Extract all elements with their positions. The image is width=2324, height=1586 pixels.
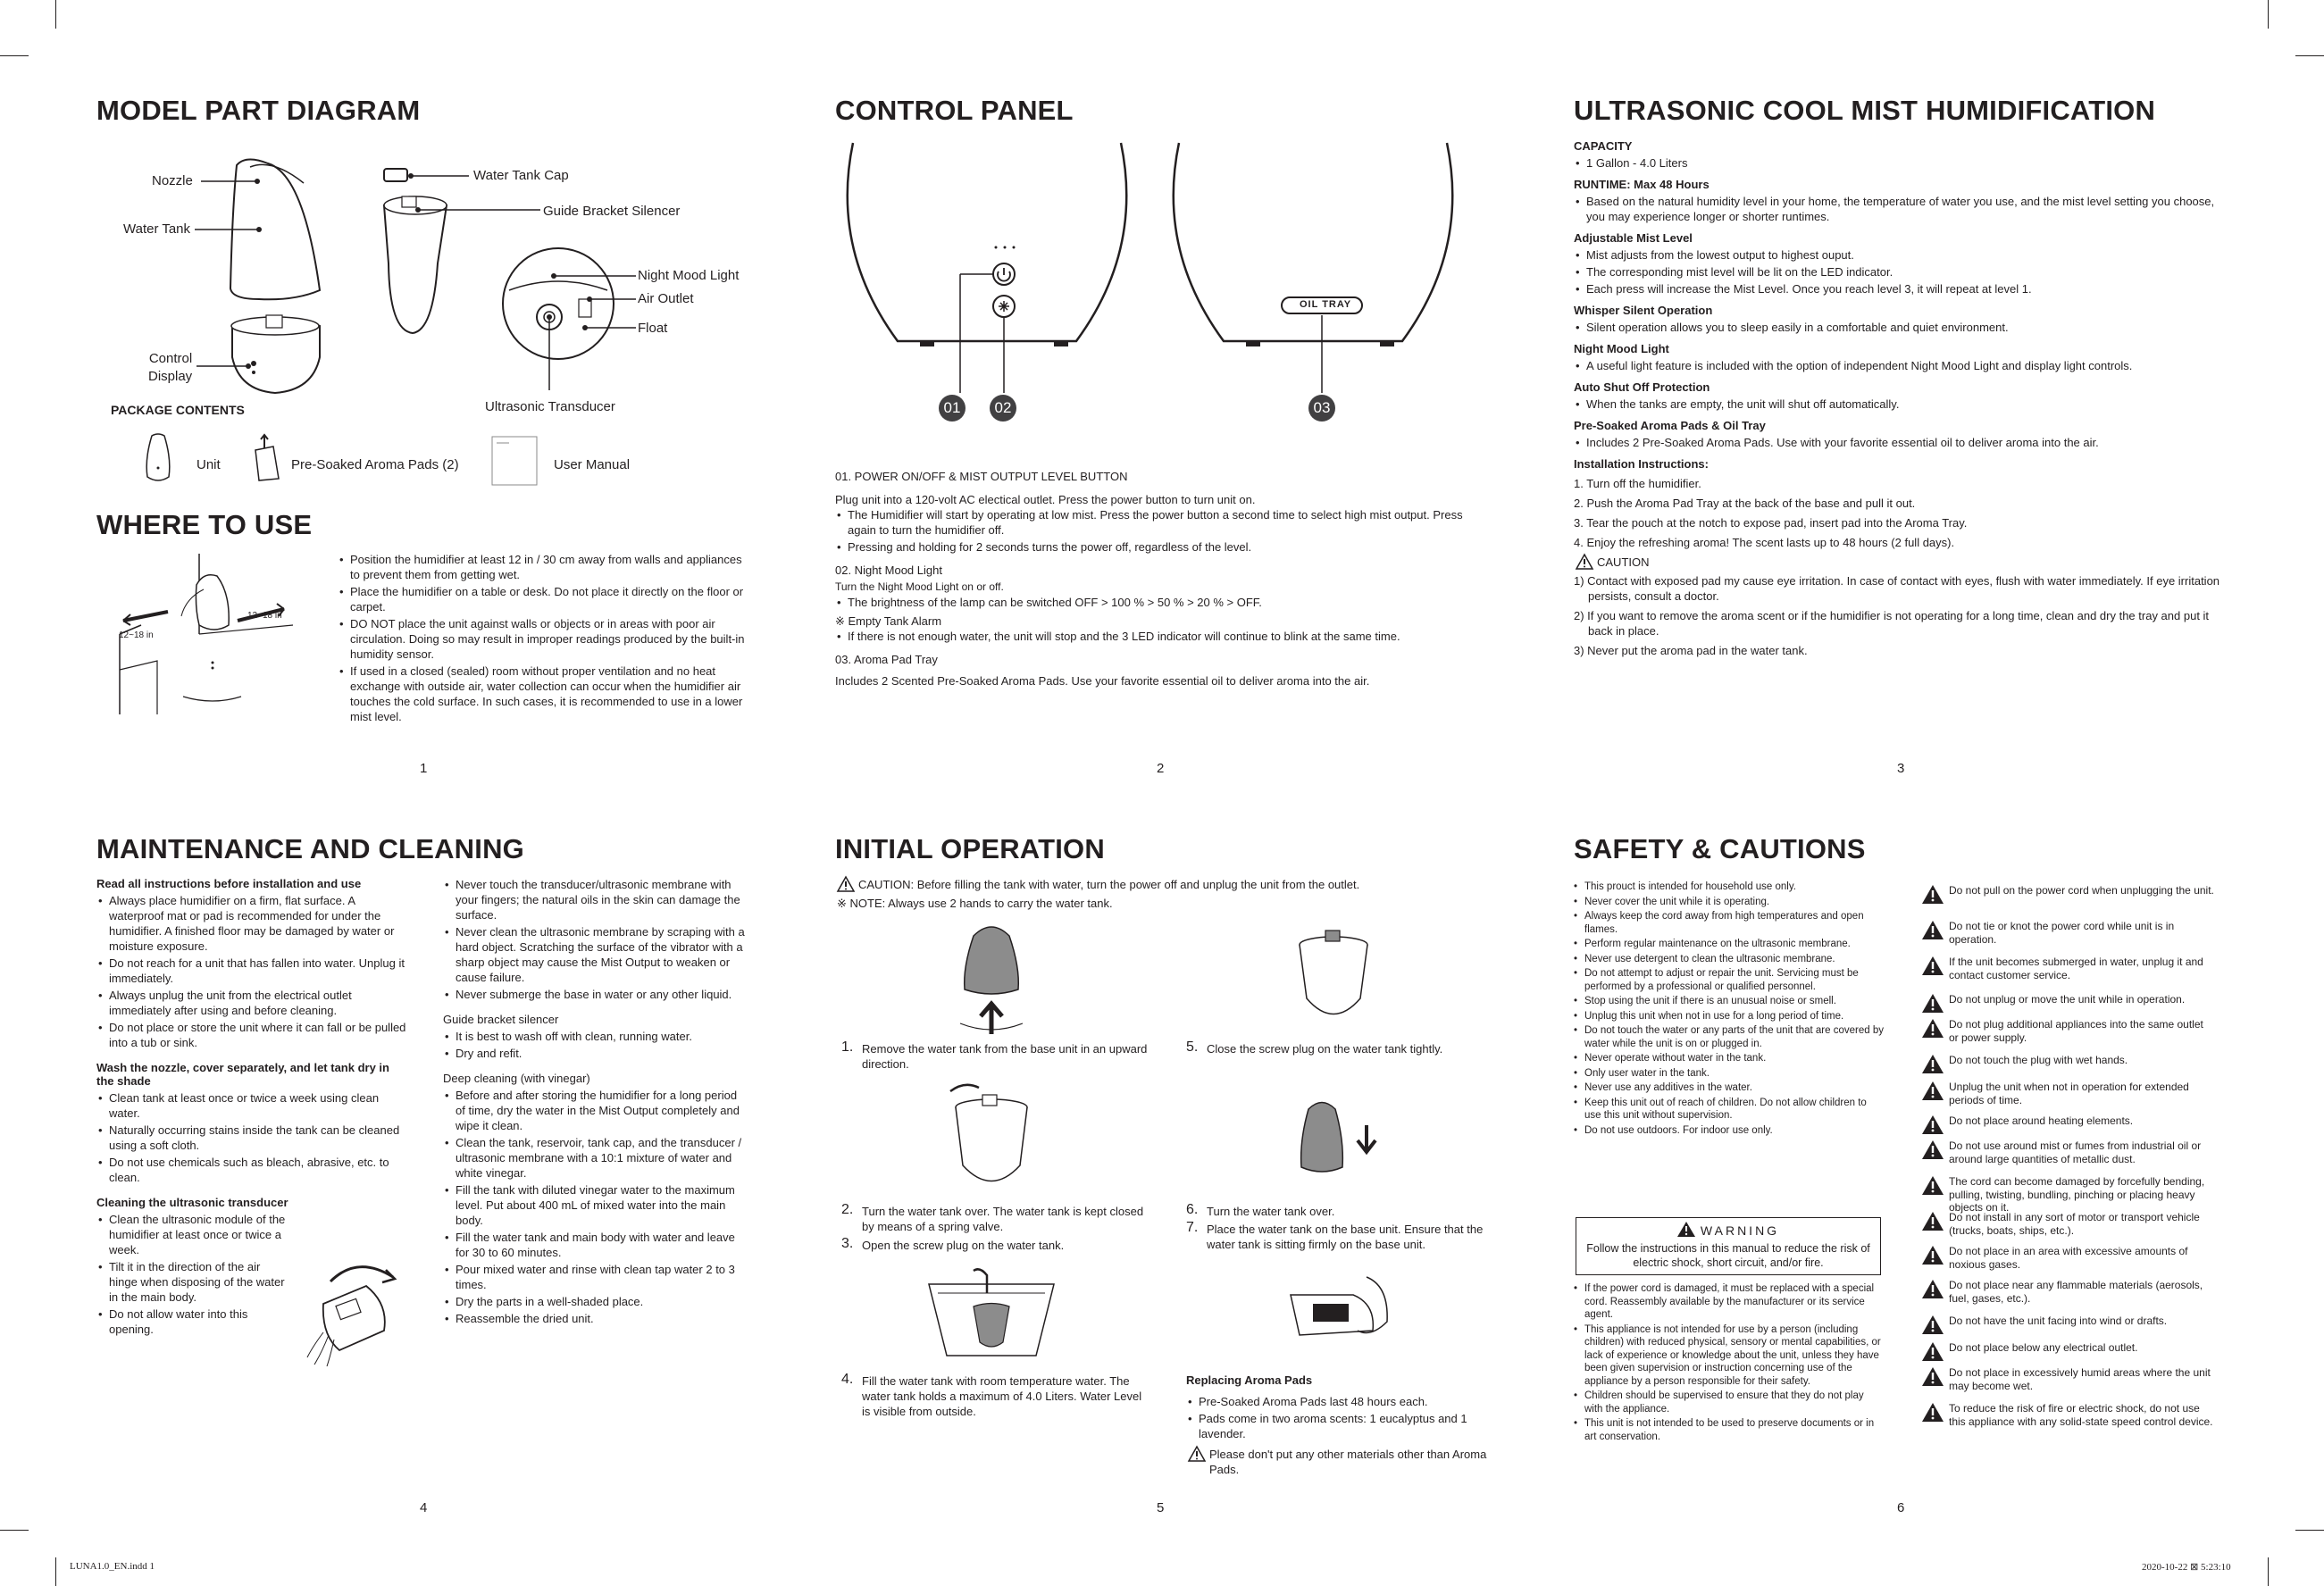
warning-item — [1920, 1175, 2215, 1215]
list-item: • Never submerge the base in water or any other liquid. — [443, 987, 747, 1002]
step-number: 7. — [1186, 1220, 1199, 1235]
warning-item-text: Do not pull on the power cord when unplugging the unit. — [1949, 884, 2214, 897]
list-item: • Keep this unit out of reach of children. Do not allow children to use this unit without supervision. — [1572, 1097, 1885, 1123]
list-item: • Tilt it in the direction of the air hinge when disposing of the water in the main body. — [96, 1259, 286, 1305]
caution-icon — [1188, 1446, 1206, 1462]
warning-item — [1920, 993, 2215, 1006]
list-item: • The brightness of the lamp can be switched OFF > 100 % > 50 % > 20 % > OFF. — [835, 595, 1478, 610]
list-item: • If used in a closed (sealed) room without proper ventilation and no heat exchange with outside air, water collection can occur when the humidifier air touches the cold surface. In such cases, it is recommended to use in a lower mist level. — [338, 664, 748, 724]
warning-triangle-icon — [1922, 1212, 1944, 1234]
page-title: MAINTENANCE AND CLEANING — [96, 833, 524, 864]
warning-item-text: Do not place around heating elements. — [1949, 1114, 2134, 1127]
paragraph: Turn the Night Mood Light on or off. — [835, 580, 1004, 593]
section-heading: Installation Instructions: — [1574, 457, 1709, 471]
warning-triangle-icon — [1922, 1115, 1944, 1138]
alarm-heading: ※ Empty Tank Alarm — [835, 614, 942, 628]
list-item: • Perform regular maintenance on the ultrasonic membrane. — [1572, 938, 1885, 951]
step: 4. Enjoy the refreshing aroma! The scent lasts up to 48 hours (2 full days). — [1574, 536, 1955, 549]
page-title: CONTROL PANEL — [835, 95, 1074, 126]
tilt-base-illustration — [304, 1250, 402, 1366]
dimension-label: 12~18 in — [247, 611, 282, 621]
warning-triangle-icon — [1922, 1280, 1944, 1302]
safety-list — [1572, 881, 1885, 1139]
step-number: 3. — [841, 1236, 854, 1251]
list-item: • Do not place or store the unit where it can fall or be pulled into a tub or sink. — [96, 1020, 409, 1050]
list-item: • Never touch the transducer/ultrasonic membrane with your fingers; the natural oils in the skin can damage the surface. — [443, 877, 747, 922]
page-number: 4 — [420, 1500, 428, 1515]
list-item: • Never use any additives in the water. — [1572, 1081, 1885, 1095]
step-text: Close the screw plug on the water tank tightly. — [1207, 1042, 1443, 1056]
package-contents-title: PACKAGE CONTENTS — [111, 403, 245, 417]
control-panel-text — [835, 470, 1478, 689]
callout-03: 03 — [1308, 395, 1335, 422]
package-item-user-manual: User Manual — [554, 457, 631, 472]
list-item: • Fill the tank with diluted vinegar water to the maximum level. Put about 400 mL of mixed water into the main body. — [443, 1182, 747, 1228]
step-1-illustration — [956, 918, 1027, 1039]
step-number: 1. — [841, 1039, 854, 1055]
page-title: SAFETY & CAUTIONS — [1574, 833, 1866, 864]
list-item: • Mist adjusts from the lowest output to highest ouput. — [1574, 247, 2231, 263]
crop-mark — [0, 1530, 29, 1531]
warning-item — [1920, 1341, 2215, 1355]
list-item: • Dry the parts in a well-shaded place. — [443, 1294, 747, 1309]
list-item: • A useful light feature is included with the option of independent Night Mood Light and display light controls. — [1574, 358, 2231, 373]
caution-heading — [1574, 555, 2231, 570]
caution-icon — [837, 876, 855, 892]
page-number: 1 — [420, 761, 428, 776]
features-text — [1574, 136, 2231, 658]
list-item: • Place the humidifier on a table or desk. Do not place it directly on the floor or carpet. — [338, 584, 748, 614]
label-guide-bracket-silencer: Guide Bracket Silencer — [543, 204, 681, 219]
warning-triangle-icon — [1922, 885, 1944, 907]
list-item: • If there is not enough water, the unit will stop and the 3 LED indicator will continue to blink at the same time. — [835, 629, 1478, 644]
list-item: • Stop using the unit if there is an unusual noise or smell. — [1572, 995, 1885, 1008]
warning-triangle-icon — [1922, 994, 1944, 1016]
warning-text: Follow the instructions in this manual to reduce the risk of electric shock, short circuit, and/or fire. — [1586, 1242, 1870, 1269]
warning-item — [1920, 1018, 2215, 1044]
callout-01: 01 — [939, 395, 966, 422]
list-item: • Clean the tank, reservoir, tank cap, and the transducer / ultrasonic membrane with a 10:1 mixture of water and white vinegar. — [443, 1135, 747, 1181]
section-heading: Deep cleaning (with vinegar) — [443, 1072, 590, 1085]
warning-item-text: If the unit becomes submerged in water, unplug it and contact customer service. — [1949, 956, 2203, 981]
package-item-unit: Unit — [196, 457, 221, 472]
list-item: • Before and after storing the humidifier for a long period of time, dry the water in the Mist Output completely and wipe it clean. — [443, 1088, 747, 1133]
list-item: • Unplug this unit when not in use for a long period of time. — [1572, 1010, 1885, 1023]
warning-triangle-icon — [1922, 1367, 1944, 1390]
caution-item: 2) If you want to remove the aroma scent or if the humidifier is not operating for a long time, clean and dry the tray and put it back in place. — [1574, 609, 2210, 638]
crop-mark — [0, 55, 29, 56]
warning-item — [1920, 1054, 2215, 1067]
replacing-aroma-pads — [1186, 1373, 1490, 1477]
warning-item-text: To reduce the risk of fire or electric shock, do not use this appliance with any solid-state speed control device. — [1949, 1402, 2213, 1428]
callout-02: 02 — [990, 395, 1016, 422]
dimension-label: 12~18 in — [119, 630, 154, 640]
date-slug: 2020-10-22 ⊠ 5:23:10 — [2142, 1562, 2231, 1573]
list-item: • Naturally occurring stains inside the tank can be cleaned using a soft cloth. — [96, 1123, 409, 1153]
section-heading: Pre-Soaked Aroma Pads & Oil Tray — [1574, 419, 1766, 432]
section-title: WHERE TO USE — [96, 509, 313, 540]
file-slug: LUNA1.0_EN.indd 1 — [70, 1561, 155, 1572]
step: 1. Turn off the humidifier. — [1574, 477, 1701, 490]
step-number: 6. — [1186, 1202, 1199, 1217]
section-heading: Night Mood Light — [1574, 342, 1669, 355]
safety-list-2 — [1572, 1282, 1885, 1445]
warning-box — [1576, 1217, 1881, 1275]
label-float: Float — [638, 321, 668, 336]
list-item: • Pour mixed water and rinse with clean tap water 2 to 3 times. — [443, 1262, 747, 1292]
list-item: • Pre-Soaked Aroma Pads last 48 hours each. — [1186, 1394, 1490, 1409]
warning-heading — [1582, 1222, 1875, 1240]
section-heading: Guide bracket silencer — [443, 1013, 559, 1026]
label-nozzle: Nozzle — [152, 173, 193, 188]
warning-item — [1920, 1114, 2215, 1128]
label-control-display: Control Display — [148, 351, 193, 384]
caution-item: 3) Never put the aroma pad in the water tank. — [1574, 644, 1808, 657]
caution-note — [1186, 1447, 1490, 1477]
list-item: • The corresponding mist level will be lit on the LED indicator. — [1574, 264, 2231, 280]
user-manual-icon — [491, 436, 538, 486]
caution-label: CAUTION — [1597, 555, 1650, 569]
caution-text: Please don't put any other materials other than Aroma Pads. — [1209, 1448, 1487, 1476]
page-number: 6 — [1897, 1500, 1905, 1515]
list-item: • Do not use chemicals such as bleach, abrasive, etc. to clean. — [96, 1155, 409, 1185]
step: 3. Tear the pouch at the notch to expose pad, insert pad into the Aroma Tray. — [1574, 516, 1968, 530]
list-item: • Pads come in two aroma scents: 1 eucalyptus and 1 lavender. — [1186, 1411, 1490, 1441]
warning-item — [1920, 1081, 2215, 1106]
page-number: 3 — [1897, 761, 1905, 776]
warning-triangle-icon — [1922, 956, 1944, 979]
bullet-list — [835, 507, 1478, 555]
warning-triangle-icon — [1922, 1019, 1944, 1041]
section-heading: RUNTIME: Max 48 Hours — [1574, 178, 1710, 191]
section-heading: 01. POWER ON/OFF & MIST OUTPUT LEVEL BUTTON — [835, 470, 1128, 483]
section-heading: Wash the nozzle, cover separately, and let tank dry in the shade — [96, 1061, 389, 1088]
list-item: • Only user water in the tank. — [1572, 1067, 1885, 1081]
list-item: • Based on the natural humidity level in your home, the temperature of water you use, and the mist level setting you choose, you may experience longer or shorter runtimes. — [1574, 194, 2231, 224]
warning-triangle-icon — [1922, 1140, 1944, 1163]
page-title: MODEL PART DIAGRAM — [96, 95, 421, 126]
warning-icon-list — [1920, 884, 2224, 1482]
crop-mark — [55, 0, 56, 29]
step-text: Turn the water tank over. The water tank is kept closed by means of a spring valve. — [862, 1205, 1144, 1233]
list-item: • Do not allow water into this opening. — [96, 1306, 286, 1337]
list-item: • When the tanks are empty, the unit will shut off automatically. — [1574, 396, 2231, 412]
step-text: Open the screw plug on the water tank. — [862, 1239, 1065, 1252]
list-item: • Fill the water tank and main body with water and leave for 30 to 60 minutes. — [443, 1230, 747, 1260]
warning-item-text: Do not place in excessively humid areas where the unit may become wet. — [1949, 1366, 2211, 1392]
warning-item-text: Do not unplug or move the unit while in operation. — [1949, 993, 2186, 1006]
list-item: • Clean the ultrasonic module of the humidifier at least once or twice a week. — [96, 1212, 286, 1257]
list-item: • Never use detergent to clean the ultrasonic membrane. — [1572, 953, 1885, 966]
list-item: • The Humidifier will start by operating at low mist. Press the power button a second time to select high mist output. Press again to turn the humidifier off. — [835, 507, 1478, 538]
warning-item-text: Do not place near any flammable materials (aerosols, fuel, gases, etc.). — [1949, 1279, 2203, 1305]
warning-triangle-icon — [1922, 1246, 1944, 1268]
warning-triangle-icon — [1922, 1081, 1944, 1104]
warning-triangle-icon — [1922, 1055, 1944, 1077]
crop-mark — [2295, 1530, 2324, 1531]
paragraph: Includes 2 Scented Pre-Soaked Aroma Pads. Use your favorite essential oil to deliver aroma into the air. — [835, 674, 1370, 688]
warning-item — [1920, 1139, 2215, 1165]
caution-icon — [1576, 554, 1593, 570]
section-heading: CAPACITY — [1574, 139, 1633, 153]
step-text: Fill the water tank with room temperature water. The water tank holds a maximum of 4.0 Liters. Water Level is visible from outside. — [862, 1374, 1142, 1418]
list-item: • 1 Gallon - 4.0 Liters — [1574, 155, 2231, 171]
warning-item-text: Do not have the unit facing into wind or drafts. — [1949, 1315, 2168, 1327]
aroma-pad-icon — [252, 434, 284, 482]
section-heading: Adjustable Mist Level — [1574, 231, 1693, 245]
list-item: • Never cover the unit while it is operating. — [1572, 896, 1885, 909]
list-item: • If the power cord is damaged, it must be replaced with a special cord. Reassembly available by the manufacturer or its service agent. — [1572, 1282, 1885, 1322]
step-number: 2. — [841, 1202, 854, 1217]
warning-item-text: Do not install in any sort of motor or transport vehicle (trucks, boats, ships, etc.). — [1949, 1211, 2200, 1237]
section-heading: 02. Night Mood Light — [835, 563, 942, 577]
step-2-illustration — [947, 1081, 1036, 1197]
label-night-mood-light: Night Mood Light — [638, 268, 740, 283]
step-5-illustration — [1293, 927, 1374, 1025]
package-item-aroma-pads: Pre-Soaked Aroma Pads (2) — [291, 457, 459, 472]
warning-triangle-icon — [1922, 1315, 1944, 1338]
crop-mark — [2268, 1557, 2269, 1586]
warning-triangle-icon — [1922, 1176, 1944, 1198]
list-item: • Do not touch the water or any parts of the unit that are covered by water while the unit is on or plugged in. — [1572, 1024, 1885, 1050]
list-item: • Children should be supervised to ensure that they do not play with the appliance. — [1572, 1390, 1885, 1415]
warning-item — [1920, 1245, 2215, 1271]
warning-item-text: Do not plug additional appliances into the same outlet or power supply. — [1949, 1018, 2203, 1044]
warning-item — [1920, 884, 2215, 897]
list-item: • Never clean the ultrasonic membrane by scraping with a hard object. Scratching the surface of the vibrator with a sharp object may cause the Mist Output to weaken or cause failure. — [443, 924, 747, 985]
crop-mark — [2295, 55, 2324, 56]
section-heading: 03. Aroma Pad Tray — [835, 653, 938, 666]
label-ultrasonic-transducer: Ultrasonic Transducer — [485, 399, 615, 414]
bullet-list — [835, 629, 1478, 644]
warning-triangle-icon — [1922, 1342, 1944, 1365]
caution-item: 1) Contact with exposed pad my cause eye irritation. In case of contact with eyes, flush with water immediately. If eye irritation persists, consult a doctor. — [1574, 574, 2220, 603]
step-text: Place the water tank on the base unit. Ensure that the water tank is sitting firmly on the base unit. — [1207, 1223, 1484, 1251]
list-item: • This prouct is intended for household use only. — [1572, 881, 1885, 894]
list-item: • DO NOT place the unit against walls or objects or in areas with poor air circulation. Doing so may result in improper readings produced by the built-in humidity sensor. — [338, 616, 748, 662]
label-water-tank: Water Tank — [123, 221, 191, 237]
list-item: • Position the humidifier at least 12 in / 30 cm away from walls and appliances to prevent them from getting wet. — [338, 552, 748, 582]
list-item: • Do not attempt to adjust or repair the unit. Servicing must be performed by a professional or qualified personnel. — [1572, 967, 1885, 993]
list-item: • It is best to wash off with clean, running water. — [443, 1029, 747, 1044]
list-item: • Clean tank at least once or twice a week using clean water. — [96, 1090, 409, 1121]
section-heading: Replacing Aroma Pads — [1186, 1373, 1313, 1387]
step-text: Remove the water tank from the base unit in an upward direction. — [862, 1042, 1148, 1071]
warning-triangle-icon — [1922, 1403, 1944, 1425]
step-number: 4. — [841, 1372, 854, 1387]
list-item: • Dry and refit. — [443, 1046, 747, 1061]
list-item: • Do not reach for a unit that has fallen into water. Unplug it immediately. — [96, 956, 409, 986]
crop-mark — [2268, 0, 2269, 29]
step-6-illustration — [1282, 1091, 1380, 1190]
step-7-illustration — [1273, 1268, 1398, 1344]
label-air-outlet: Air Outlet — [638, 291, 694, 306]
warning-item — [1920, 1402, 2215, 1428]
step-4-illustration — [924, 1266, 1058, 1365]
step: 2. Push the Aroma Pad Tray at the back of the base and pull it out. — [1574, 497, 1916, 510]
list-item: • This appliance is not intended for use by a person (including children) with reduced physical, sensory or mental capabilities, or lack of experience or knowledge about the unit, unless they have been given supervision or instruction concerning use of the appliance by a person responsible for their safety. — [1572, 1323, 1885, 1389]
warning-triangle-icon — [1922, 921, 1944, 943]
page-title: ULTRASONIC COOL MIST HUMIDIFICATION — [1574, 95, 2156, 126]
maintenance-column-2 — [443, 877, 747, 1328]
warning-item-text: The cord can become damaged by forcefully bending, pulling, twisting, bundling, pinching or placing heavy objects on it. — [1949, 1175, 2205, 1214]
warning-item — [1920, 1315, 2215, 1328]
list-item: • Always unplug the unit from the electrical outlet immediately after using and before cleaning. — [96, 988, 409, 1018]
list-item: • Pressing and holding for 2 seconds turns the power off, regardless of the level. — [835, 539, 1478, 555]
oil-tray-label: OIL TRAY — [1300, 299, 1352, 310]
warning-item — [1920, 1279, 2215, 1305]
page-title: INITIAL OPERATION — [835, 833, 1105, 864]
bullet-list — [835, 595, 1478, 610]
where-to-use-list — [338, 552, 748, 726]
page-number: 5 — [1157, 1500, 1165, 1515]
paragraph: Plug unit into a 120-volt AC electical outlet. Press the power button to turn unit on. — [835, 493, 1256, 506]
warning-item — [1920, 920, 2215, 946]
step-text: Turn the water tank over. — [1207, 1205, 1335, 1218]
warning-item — [1920, 1366, 2215, 1392]
list-item: • Reassemble the dried unit. — [443, 1311, 747, 1326]
warning-icon — [1677, 1222, 1695, 1240]
page-number: 2 — [1157, 761, 1165, 776]
caution-text: CAUTION: Before filling the tank with water, turn the power off and unplug the unit from the outlet. — [858, 878, 1360, 891]
list-item: • Always place humidifier on a firm, flat surface. A waterproof mat or pad is recommended for under the humidifier. A finished floor may be damaged by water or moisture exposure. — [96, 893, 409, 954]
warning-item — [1920, 1211, 2215, 1237]
list-item: • Do not use outdoors. For indoor use only. — [1572, 1124, 1885, 1138]
list-item: • Each press will increase the Mist Level. Once you reach level 3, it will repeat at level 1. — [1574, 281, 2231, 296]
crop-mark — [55, 1557, 56, 1586]
unit-icon — [145, 432, 171, 486]
note-line: ※ NOTE: Always use 2 hands to carry the water tank. — [837, 897, 1113, 910]
list-item: • Always keep the cord away from high temperatures and open flames. — [1572, 910, 1885, 936]
control-panel-illustration — [835, 143, 1487, 357]
list-item: • This unit is not intended to be used to preserve documents or in art conservation. — [1572, 1417, 1885, 1443]
list-item: • Silent operation allows you to sleep easily in a comfortable and quiet environment. — [1574, 320, 2231, 335]
list-item: • Includes 2 Pre-Soaked Aroma Pads. Use with your favorite essential oil to deliver aroma into the air. — [1574, 435, 2231, 450]
step-number: 5. — [1186, 1039, 1199, 1055]
warning-item-text: Do not touch the plug with wet hands. — [1949, 1054, 2128, 1066]
section-heading: Read all instructions before installation and use — [96, 877, 362, 890]
warning-item-text: Do not place in an area with excessive amounts of noxious gases. — [1949, 1245, 2188, 1271]
warning-item-text: Unplug the unit when not in operation for extended periods of time. — [1949, 1081, 2189, 1106]
list-item: • Never operate without water in the tank. — [1572, 1052, 1885, 1065]
warning-item-text: Do not place below any electrical outlet. — [1949, 1341, 2138, 1354]
warning-title: WARNING — [1700, 1223, 1780, 1238]
warning-item-text: Do not tie or knot the power cord while unit is in operation. — [1949, 920, 2175, 946]
warning-item-text: Do not use around mist or fumes from industrial oil or around large quantities of metallic dust. — [1949, 1139, 2202, 1165]
section-heading: Whisper Silent Operation — [1574, 304, 1713, 317]
section-heading: Auto Shut Off Protection — [1574, 380, 1710, 394]
caution-line — [837, 877, 1359, 892]
warning-item — [1920, 956, 2215, 981]
section-heading: Cleaning the ultrasonic transducer — [96, 1196, 288, 1209]
label-water-tank-cap: Water Tank Cap — [473, 168, 569, 183]
